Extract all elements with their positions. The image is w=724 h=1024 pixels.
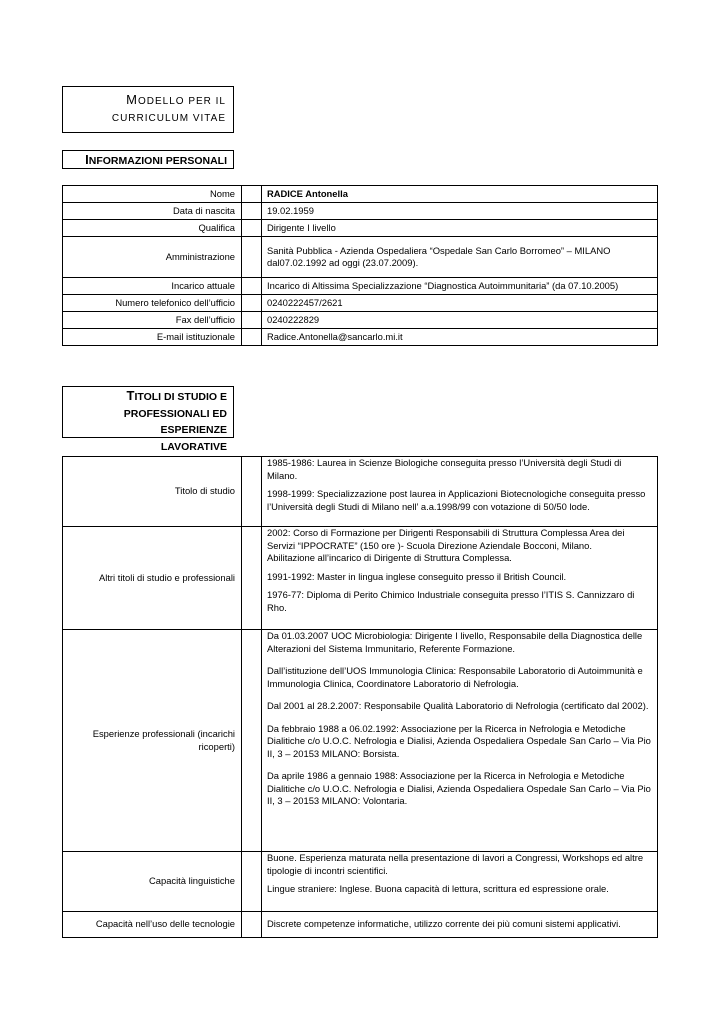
list-item-line: 2002: Corso di Formazione per Dirigenti Responsabili di Struttura Complessa Area dei Servizi “IPPOCRATE” (150 ore )- Scuola Direzione Aziendale Bocconi, Milano. xyxy=(267,527,625,551)
field-label: Titolo di studio xyxy=(63,457,242,527)
spacer-cell xyxy=(242,203,262,220)
table-row xyxy=(63,312,658,329)
spacer-cell xyxy=(242,237,262,278)
section-rest: ITOLI DI STUDIO E xyxy=(134,391,227,403)
table-row xyxy=(63,295,658,312)
field-label: Incarico attuale xyxy=(63,278,242,295)
field-label: Esperienze professionali (incarichi ricoperti) xyxy=(63,630,242,852)
spacer-cell xyxy=(242,852,262,912)
field-value xyxy=(262,527,658,630)
field-value xyxy=(262,630,658,852)
field-label: Fax dell’ufficio xyxy=(63,312,242,329)
section-initial: I xyxy=(85,152,89,167)
list-item: 1991-1992: Master in lingua inglese conseguito presso il British Council. xyxy=(267,570,567,582)
table-row xyxy=(63,457,658,527)
field-label: Numero telefonico dell’ufficio xyxy=(63,295,242,312)
list-item: 1985-1986: Laurea in Scienze Biologiche conseguita presso l’Università degli Studi di Milano. xyxy=(267,457,622,481)
field-value: Incarico di Altissima Specializzazione “Diagnostica Autoimmunitaria” (da 07.10.2005) xyxy=(262,278,658,295)
list-item: Lingue straniere: Inglese. Buona capacità di lettura, scrittura ed espressione orale. xyxy=(267,883,609,894)
section-header-line3: LAVORATIVE xyxy=(160,440,227,453)
spacer-cell xyxy=(242,912,262,938)
list-item: Dal 2001 al 28.2.2007: Responsabile Qualità Laboratorio di Nefrologia (certificato dal 2002). xyxy=(267,700,649,711)
field-label: Capacità nell’uso delle tecnologie xyxy=(63,912,242,938)
list-item: Buone. Esperienza maturata nella presentazione di lavori a Congressi, Workshops ed altre tipologie di incontri scientifici. xyxy=(267,852,644,876)
list-item xyxy=(267,527,651,565)
list-item: Da aprile 1986 a gennaio 1988: Associazione per la Ricerca in Nefrologia e Metodiche Dialitiche c/o U.O.C. Nefrologia e Dialisi, Azienda Ospedaliera Ospedale San Carlo – Via Pio II, 3 – 20153 MILANO: Volontaria. xyxy=(267,770,651,806)
field-label: Qualifica xyxy=(63,220,242,237)
field-label: Amministrazione xyxy=(63,237,242,278)
list-item: 1998-1999: Specializzazione post laurea in Applicazioni Biotecnologiche conseguita presso l’Università degli Studi di Milano nell’ a.a.1998/99 con votazione di 50/50 lode. xyxy=(267,488,646,512)
spacer-cell xyxy=(242,186,262,203)
spacer-cell xyxy=(242,220,262,237)
table-row xyxy=(63,329,658,346)
section-header-line1 xyxy=(63,388,227,406)
field-value: 0240222457/2621 xyxy=(262,295,658,312)
title-initial: M xyxy=(126,92,138,107)
spacer-cell xyxy=(242,312,262,329)
table-row xyxy=(63,203,658,220)
document-title-box xyxy=(62,86,234,133)
field-label: Altri titoli di studio e professionali xyxy=(63,527,242,630)
field-value xyxy=(262,457,658,527)
title-rest: ODELLO PER IL xyxy=(137,96,226,107)
field-label: Nome xyxy=(63,186,242,203)
field-label: Data di nascita xyxy=(63,203,242,220)
spacer-cell xyxy=(242,278,262,295)
spacer-cell xyxy=(242,295,262,312)
table-row xyxy=(63,278,658,295)
field-value: 19.02.1959 xyxy=(262,203,658,220)
spacer-cell xyxy=(242,630,262,852)
table-row xyxy=(63,186,658,203)
field-value: 0240222829 xyxy=(262,312,658,329)
list-item: Da febbraio 1988 a 06.02.1992: Associazione per la Ricerca in Nefrologia e Metodiche Dialitiche c/o U.O.C. Nefrologia e Dialisi, Azienda Ospedaliera Ospedale San Carlo – Via Pio II, 3 – 20153 MILANO: Borsista. xyxy=(267,722,651,759)
section-rest: NFORMAZIONI PERSONALI xyxy=(88,155,227,167)
table-row xyxy=(63,630,658,852)
spacer-cell xyxy=(242,329,262,346)
section-initial: T xyxy=(126,388,135,403)
section-header-line2: PROFESSIONALI ED ESPERIENZE xyxy=(123,407,227,436)
list-item: 1976-77: Diploma di Perito Chimico Industriale conseguita presso l’ITIS S. Cannizzaro di Rho. xyxy=(267,589,635,613)
document-title-line1 xyxy=(63,91,226,110)
field-value-name: RADICE Antonella xyxy=(262,186,658,203)
section-header-titles xyxy=(62,386,234,453)
field-value xyxy=(262,852,658,912)
personal-info-table xyxy=(62,185,658,346)
section-header-personal xyxy=(62,150,234,169)
table-row xyxy=(63,220,658,237)
field-value: Discrete competenze informatiche, utilizzo corrente dei più comuni sistemi applicativi. xyxy=(262,912,658,938)
education-experience-table xyxy=(62,456,658,938)
field-value: Sanità Pubblica - Azienda Ospedaliera “Ospedale San Carlo Borromeo” – MILANO dal07.02.1992 ad oggi (23.07.2009). xyxy=(262,237,658,278)
document-title-line2: CURRICULUM VITAE xyxy=(111,113,226,124)
list-item: Da 01.03.2007 UOC Microbiologia: Dirigente I livello, Responsabile della Diagnostica delle Alterazioni del Sistema Immunitario, Referente Formazione. xyxy=(267,630,643,654)
field-label: E-mail istituzionale xyxy=(63,329,242,346)
spacer-cell xyxy=(242,527,262,630)
table-row xyxy=(63,912,658,938)
list-item: Dall’istituzione dell’UOS Immunologia Clinica: Responsabile Laboratorio di Autoimmunità e Immunologia Clinica, Coordinatore Laboratorio di Nefrologia. xyxy=(267,665,643,689)
spacer-cell xyxy=(242,457,262,527)
table-row xyxy=(63,527,658,630)
table-row xyxy=(63,237,658,278)
list-item-line: Abilitazione all’incarico di Dirigente di Struttura Complessa. xyxy=(267,552,512,563)
table-row xyxy=(63,852,658,912)
field-label: Capacità linguistiche xyxy=(63,852,242,912)
field-value: Dirigente I livello xyxy=(262,220,658,237)
field-value-email: Radice.Antonella@sancarlo.mi.it xyxy=(262,329,658,346)
